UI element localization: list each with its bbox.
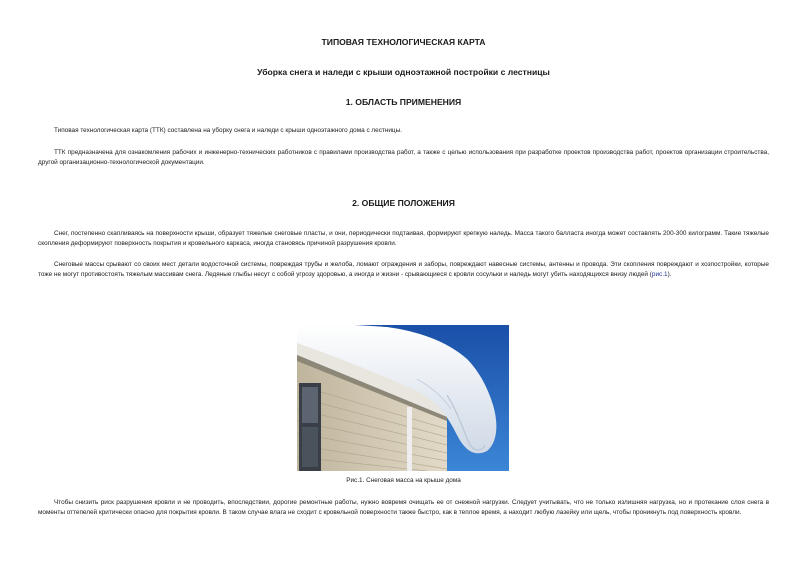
paragraph-scope-2: ТТК предназначена для ознакомления рабочих и инженерно-технических работников с правилами производства работ, а также с целью использования при разработке проектов производства работ, проектов организации строительства, другой организационно-технологической документации. xyxy=(38,149,769,166)
document-title: ТИПОВАЯ ТЕХНОЛОГИЧЕСКАЯ КАРТА xyxy=(321,37,486,47)
paragraph-general-3: Чтобы снизить риск разрушения кровли и не проводить, впоследствии, дорогие ремонтные работы, нужно вовремя очищать ее от снежной нагрузки. Следует учитывать, что не только излишняя нагрузка, но и протекание слоя снега в моменты оттепелей критически опасно для покрытия кровли. В таком случае влага не сходит с кровельной поверхности также быстро, как в теплое время, а находит любую лазейку или щель, чтобы проникнуть под поверхность кровли. xyxy=(38,499,769,516)
paragraph-scope-1: Типовая технологическая карта (ТТК) составлена на уборку снега и наледи с крыши одноэтажного дома с лестницы. xyxy=(54,127,402,134)
snow-roof-photo xyxy=(297,325,509,471)
figure-caption: Рис.1. Снеговая масса на крыше дома xyxy=(346,477,461,484)
paragraph-general-2-text: Снеговые массы срывают со своих мест детали водосточной системы, повреждая трубы и желоба, ломают ограждения и заборы, повреждают навесные системы, антенны и провода. Эти скопления повреждают и хозпостройки, которые тоже не могут противостоять тяжелым массивам снега. Ледяные глыбы несут с собой угрозу здоровью, а иногда и жизни - срывающиеся с кровли сосульки и наледь могут убить находящихся внизу людей ( xyxy=(38,261,769,278)
section-heading-scope: 1. ОБЛАСТЬ ПРИМЕНЕНИЯ xyxy=(345,97,462,107)
figure-reference-link[interactable]: рис.1 xyxy=(651,271,668,278)
section-heading-general: 2. ОБЩИЕ ПОЛОЖЕНИЯ xyxy=(352,198,455,208)
paragraph-general-1: Снег, постепенно скапливаясь на поверхности крыши, образует тяжелые снеговые пласты, и они, периодически подтаивая, формируют крепкую наледь. Масса такого балласта иногда может составлять 200-300 килограмм. Такие тяжелые скопления деформируют поверхность покрытия и кровельного каркаса, иногда становясь причиной разрушения кровли. xyxy=(38,230,769,247)
document-subtitle: Уборка снега и наледи с крыши одноэтажной постройки с лестницы xyxy=(257,67,550,77)
downpipe xyxy=(407,407,412,471)
figure-snow-on-roof xyxy=(297,325,509,471)
paragraph-general-2-end: ). xyxy=(667,271,672,278)
paragraph-general-2 xyxy=(38,260,769,280)
